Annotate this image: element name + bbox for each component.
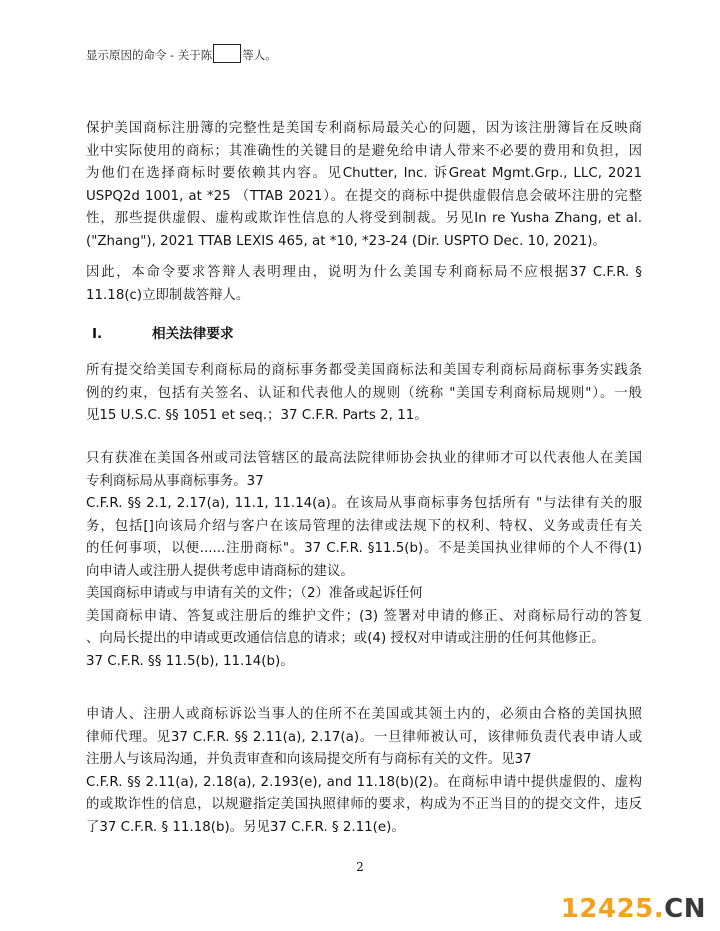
header-suffix: 等人。: [242, 48, 277, 62]
text-line: 所有提交给美国专利商标局的商标事务都受美国商标法和美国专利商标局商标事务实践条: [86, 363, 642, 378]
text-line: USPQ2d 1001, at *25 （TTAB 2021）。在提交的商标中提供虚假信息会破坏注册的完整: [86, 188, 642, 204]
page-number: 2: [356, 860, 364, 874]
section-heading: [86, 322, 234, 342]
text-line: 为他们在选择商标时要依赖其内容。见Chutter, Inc. 诉Great Mgmt.Grp., LLC, 2021: [86, 166, 642, 181]
text-line: 11.18(c)立即制裁答辩人。: [86, 287, 250, 303]
text-line: 只有获准在美国各州或司法管辖区的最高法院律师协会执业的律师才可以代表他人在美国: [86, 451, 642, 466]
text-line: 、向局长提出的申请或更改通信信息的请求；或(4) 授权对申请或注册的任何其他修正。: [86, 631, 605, 646]
paragraph-uspto-rules: [86, 360, 642, 428]
text-line: 的任何事项，以便......注册商标"。37 C.F.R. §11.5(b)。不是美国执业律师的个人不得(1): [86, 541, 642, 556]
text-line: 37 C.F.R. §§ 11.5(b), 11.14(b)。: [86, 653, 294, 669]
text-line: 申请人、注册人或商标诉讼当事人的住所不在美国或其领土内的，必须由合格的美国执照: [86, 707, 642, 722]
watermark-dot: .: [653, 894, 665, 924]
text-line: 律师代理。见37 C.F.R. §§ 2.11(a), 2.17(a)。一旦律师被认可，该律师负责代表申请人或: [86, 729, 642, 745]
running-header: [86, 44, 277, 63]
site-watermark-logo: [561, 894, 706, 924]
text-line: 业中实际使用的商标；其准确性的关键目的是避免给申请人带来不必要的费用和负担，因: [86, 143, 642, 159]
text-line: 向申请人或注册人提供考虑申请商标的建议。: [86, 563, 354, 579]
watermark-suffix: CN: [664, 894, 706, 924]
text-line: 专利商标局从事商标事务。37: [86, 473, 264, 489]
text-line: 性，那些提供虚假、虚构或欺诈性信息的人将受到制裁。另见In re Yusha Zhang, et al.: [86, 211, 642, 226]
text-line: 保护美国商标注册簿的完整性是美国专利商标局最关心的问题，因为该注册簿旨在反映商: [86, 121, 642, 136]
redaction-box: [213, 44, 241, 63]
text-line: C.F.R. §§ 2.1, 2.17(a), 11.1, 11.14(a)。在该局从事商标事务包括所有 "与法律有关的服: [86, 496, 642, 511]
paragraph-authorized-attorneys: [86, 448, 642, 673]
text-line: ("Zhang"), 2021 TTAB LEXIS 465, at *10, *23-24 (Dir. USPTO Dec. 10, 2021)。: [86, 233, 606, 249]
text-line: C.F.R. §§ 2.11(a), 2.18(a), 2.193(e), and 11.18(b)(2)。在商标申请中提供虚假的、虚构: [86, 774, 642, 790]
text-line: 因此，本命令要求答辩人表明理由，说明为什么美国专利商标局不应根据37 C.F.R. §: [86, 265, 642, 280]
section-title: 相关法律要求: [152, 326, 234, 342]
header-prefix: 显示原因的命令 - 关于陈: [86, 48, 213, 62]
text-line: 美国商标申请、答复或注册后的维护文件；(3) 签署对申请的修正、对商标局行动的答复: [86, 608, 642, 624]
text-line: 美国商标申请或与申请有关的文件；（2）准备或起诉任何: [86, 586, 423, 601]
watermark-number: 12425: [560, 894, 654, 924]
paragraph-register-integrity: [86, 118, 642, 253]
text-line: 了37 C.F.R. § 11.18(b)。另见37 C.F.R. § 2.11(e)。: [86, 819, 405, 835]
text-line: 的或欺诈性的信息，以规避指定美国执照律师的要求，构成为不正当目的的提交文件，违反: [86, 797, 642, 812]
section-number: I.: [92, 326, 103, 342]
paragraph-show-cause: [86, 262, 642, 307]
paragraph-foreign-domicile: [86, 704, 642, 839]
text-line: 例的约束，包括有关签名、认证和代表他人的规则（统称 "美国专利商标局规则"）。一般: [86, 385, 642, 401]
text-line: 注册人与该局沟通，并负责审查和向该局提交所有与商标有关的文件。见37: [86, 752, 532, 767]
text-line: 务，包括[]向该局介绍与客户在该局管理的法律或法规下的权利、特权、义务或责任有关: [86, 518, 642, 534]
text-line: 见15 U.S.C. §§ 1051 et seq.；37 C.F.R. Parts 2, 11。: [86, 408, 428, 423]
